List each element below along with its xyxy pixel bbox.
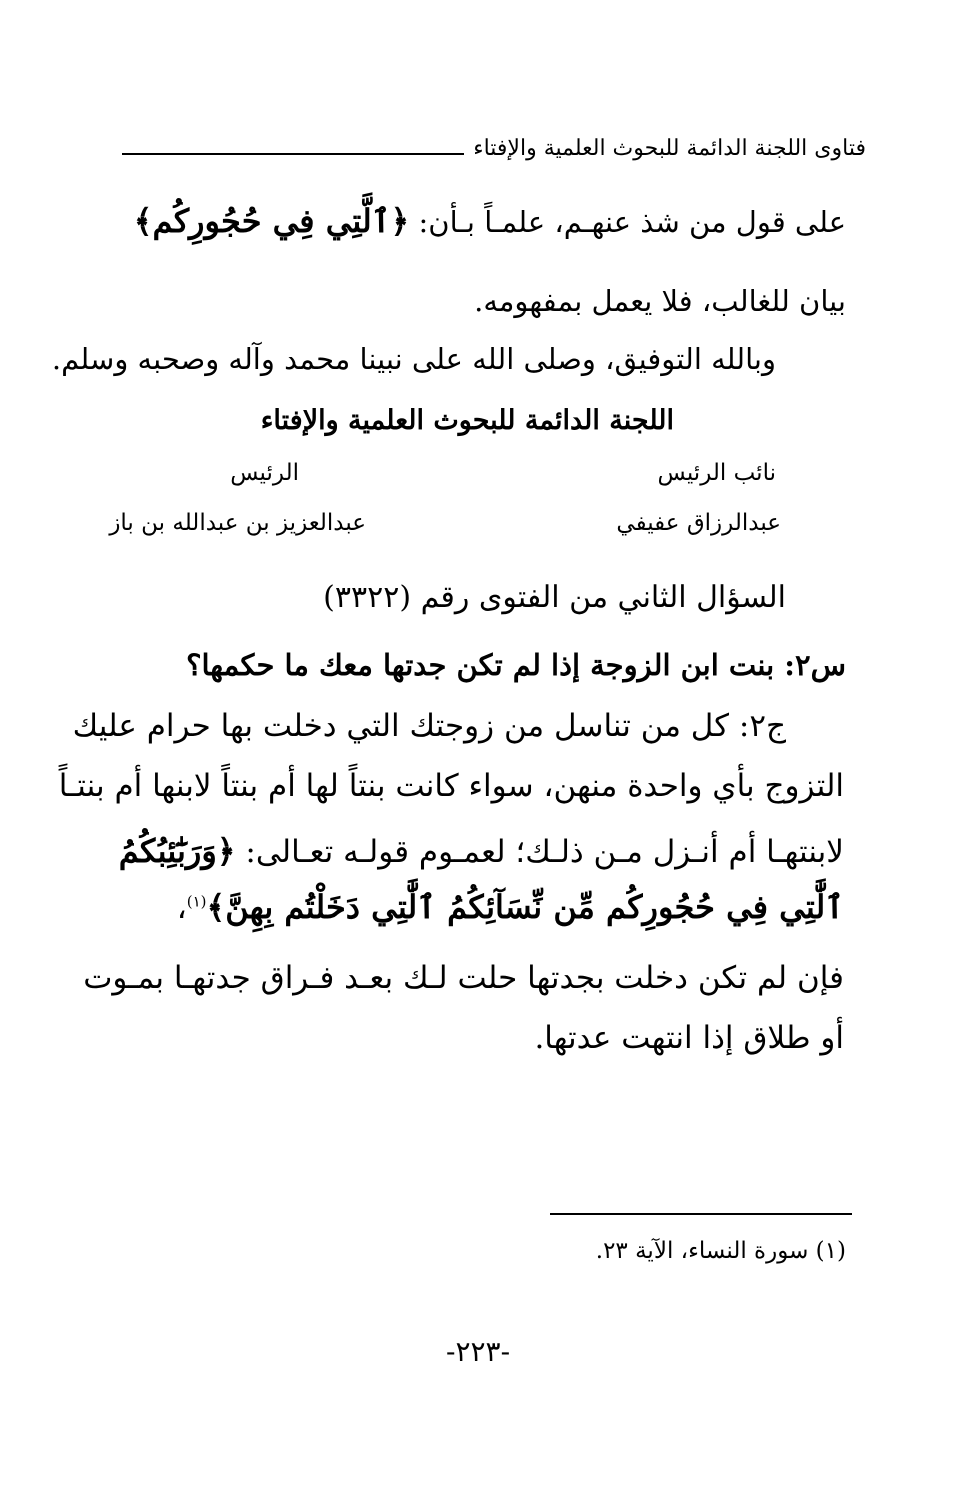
footnote-ref: (١) xyxy=(186,892,207,911)
question-heading: السؤال الثاني من الفتوى رقم (٣٣٢٢) xyxy=(323,580,786,615)
header-rule xyxy=(122,153,464,155)
page-number: -٢٢٣- xyxy=(445,1335,511,1368)
question-text: س٢: بنت ابن الزوجة إذا لم تكن جدتها معك ما حكمها؟ xyxy=(186,648,846,682)
quran-verse-1: ﴿ٱلَّتِي فِي حُجُورِكُم﴾ xyxy=(133,202,410,240)
intro-line-2: بيان للغالب، فلا يعمل بمفهومه. xyxy=(474,284,846,318)
footnote-rule xyxy=(550,1213,852,1215)
answer-line-1: ج٢: كل من تناسل من زوجتك التي دخلت بها حرام عليك xyxy=(72,708,786,744)
president-title: الرئيس xyxy=(230,460,299,486)
quran-verse-2-start: ﴿وَرَبَٰٓئِبُكُمُ xyxy=(118,832,236,870)
answer-line-4 xyxy=(177,888,844,926)
vice-president-name: عبدالرزاق عفيفي xyxy=(616,510,781,536)
closing-prayer: وبالله التوفيق، وصلى الله على نبينا محمد وآله وصحبه وسلم. xyxy=(51,342,776,376)
running-header-title: فتاوى اللجنة الدائمة للبحوث العلمية والإفتاء xyxy=(473,136,866,161)
answer-line-3 xyxy=(119,832,844,870)
intro-line-1 xyxy=(134,202,846,240)
president-name: عبدالعزيز بن عبدالله بن باز xyxy=(109,510,366,536)
intro-line-1-text: على قول من شذ عنهـم، علمـاً بـأن: xyxy=(418,205,846,239)
answer-line-6: أو طلاق إذا انتهت عدتها. xyxy=(534,1020,844,1056)
quran-verse-2-end: ٱلَّٰتِي فِي حُجُورِكُم مِّن نِّسَآئِكُمُ ٱلَّٰتِي دَخَلْتُم بِهِنَّ﴾ xyxy=(206,888,844,926)
vice-president-title: نائب الرئيس xyxy=(657,460,776,486)
committee-name: اللجنة الدائمة للبحوث العلمية والإفتاء xyxy=(260,405,674,436)
answer-line-5: فإن لم تكن دخلت بجدتها حلت لـك بعـد فـراق جدتهـا بمـوت xyxy=(83,960,844,996)
answer-line-3-text: لابنتهـا أم أنـزل مـن ذلـك؛ لعمـوم قولـه تعـالى: xyxy=(245,834,844,870)
answer-line-2: التزوج بأي واحدة منهن، سواء كانت بنتاً لها أم بنتاً لابنها أم بنتـاً xyxy=(58,768,844,804)
footnote: (١) سورة النساء، الآية ٢٣. xyxy=(595,1238,846,1264)
answer-line-4-tail: ، xyxy=(176,890,187,926)
